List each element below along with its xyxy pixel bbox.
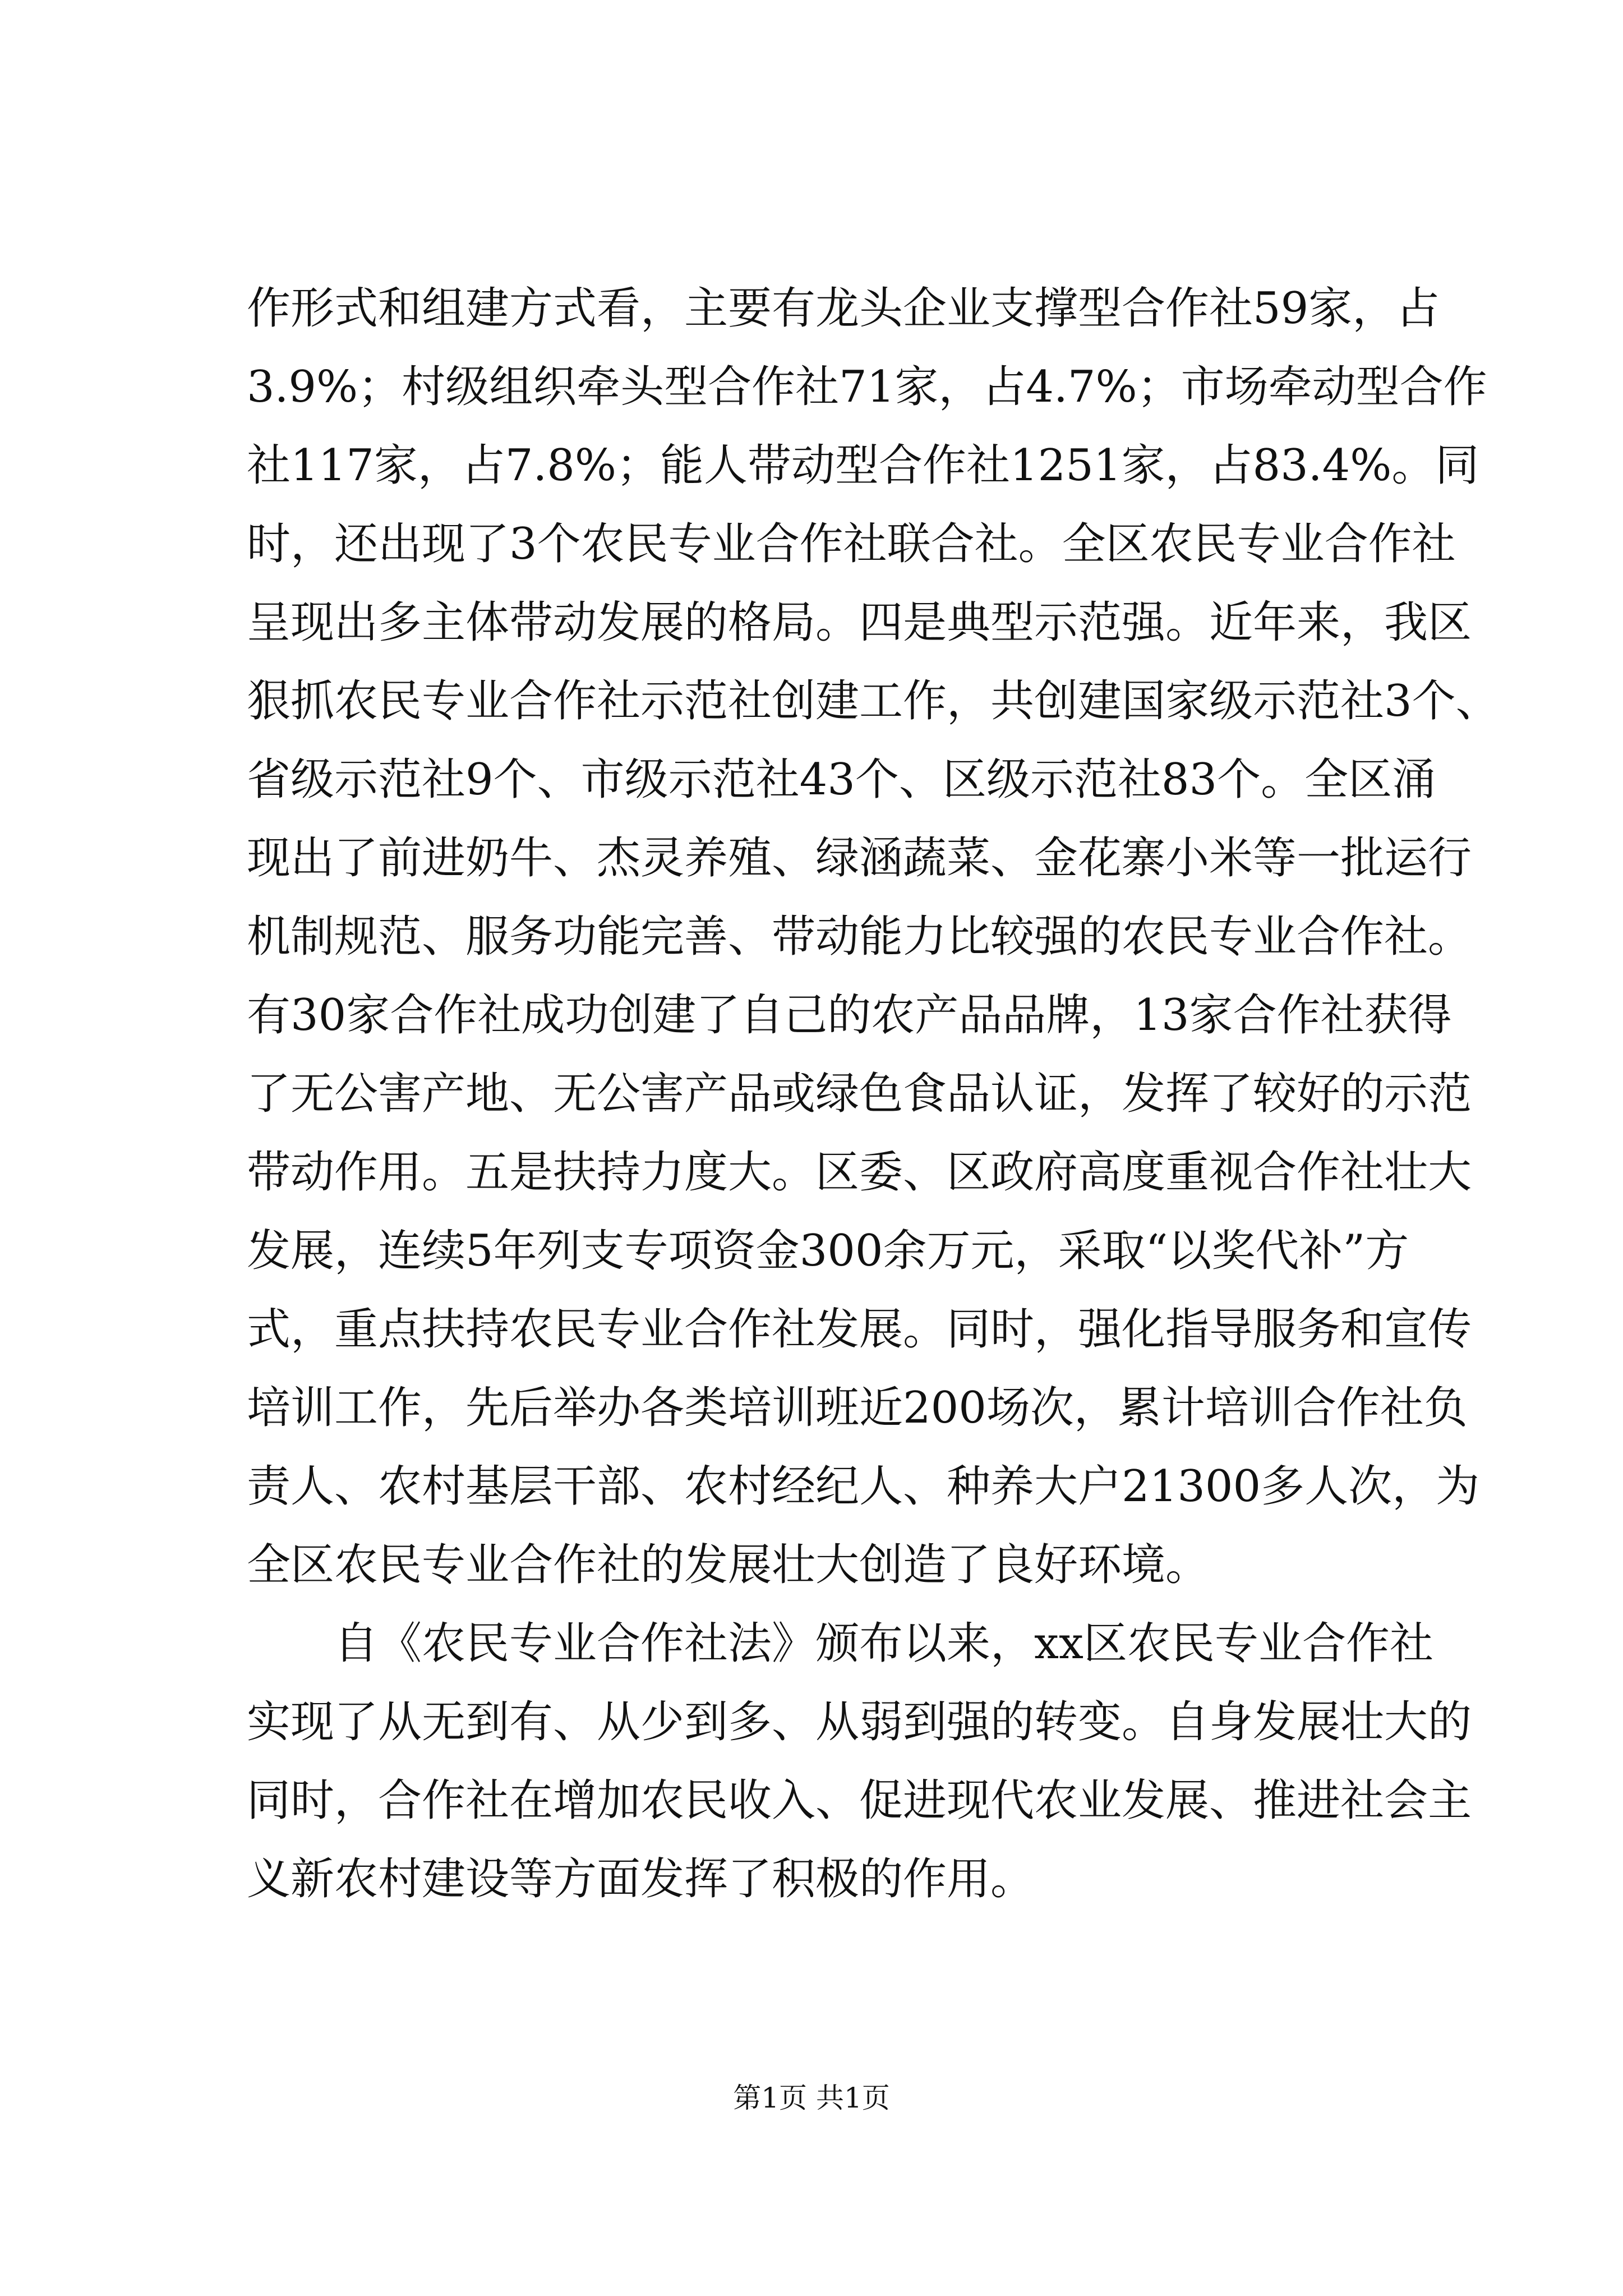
text-line: 作形式和组建方式看，主要有龙头企业支撑型合作社59家，占 [247,283,1440,334]
text-line: 同时，合作社在增加农民收入、促进现代农业发展、推进社会主 [247,1775,1472,1826]
text-line: 了无公害产地、无公害产品或绿色食品认证，发挥了较好的示范 [247,1069,1472,1119]
text-line: 全区农民专业合作社的发展壮大创造了良好环境。 [247,1540,1210,1590]
text-line: 机制规范、服务功能完善、带动能力比较强的农民专业合作社。 [247,912,1472,962]
text-line: 省级示范社9个、市级示范社43个、区级示范社83个。全区涌 [247,754,1436,805]
text-line: 时，还出现了3个农民专业合作社联合社。全区农民专业合作社 [247,519,1456,569]
text-line: 发展，连续5年列支专项资金300余万元，采取“以奖代补”方 [247,1226,1409,1276]
text-line: 自《农民专业合作社法》颁布以来，xx区农民专业合作社 [247,1618,1433,1669]
text-line: 狠抓农民专业合作社示范社创建工作，共创建国家级示范社3个、 [247,676,1500,726]
text-line: 责人、农村基层干部、农村经纪人、种养大户21300多人次，为 [247,1461,1480,1512]
text-line: 带动作用。五是扶持力度大。区委、区政府高度重视合作社壮大 [247,1147,1472,1198]
text-line: 有30家合作社成功创建了自己的农产品品牌，13家合作社获得 [247,990,1452,1041]
text-line: 社117家，占7.8%；能人带动型合作社1251家，占83.4%。同 [247,440,1479,491]
text-line: 现出了前进奶牛、杰灵养殖、绿涵蔬菜、金花寨小米等一批运行 [247,833,1472,884]
text-line: 式，重点扶持农民专业合作社发展。同时，强化指导服务和宣传 [247,1304,1472,1355]
text-line: 呈现出多主体带动发展的格局。四是典型示范强。近年来，我区 [247,597,1472,648]
text-line: 义新农村建设等方面发挥了积极的作用。 [247,1854,1035,1904]
text-line: 3.9%；村级组织牵头型合作社71家，占4.7%；市场牵动型合作 [247,362,1487,412]
text-line: 实现了从无到有、从少到多、从弱到强的转变。自身发展壮大的 [247,1697,1472,1747]
page-footer: 第1页 共1页 [733,2082,890,2114]
text-line: 培训工作，先后举办各类培训班近200场次，累计培训合作社负 [247,1383,1468,1433]
